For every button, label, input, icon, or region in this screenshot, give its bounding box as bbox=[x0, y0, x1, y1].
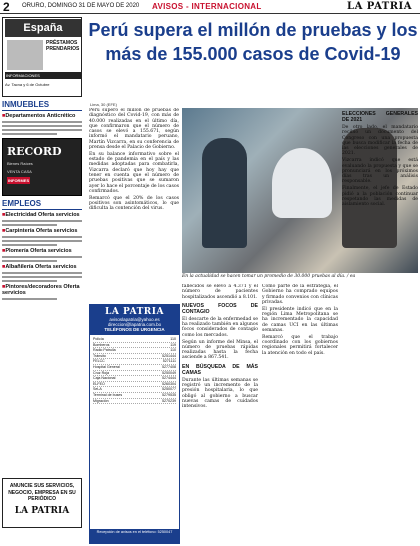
list-item: Migración 5270239 bbox=[93, 398, 176, 403]
article-column-2 bbox=[182, 284, 258, 540]
la-patria-box bbox=[89, 304, 180, 544]
category-pintores: ■ Pintores/decoradores Oferta servicios bbox=[2, 284, 82, 296]
record-title: RECORD bbox=[7, 145, 62, 158]
photo-figure-left bbox=[202, 138, 247, 248]
article-dateline: Lima, 30 (EFE) bbox=[90, 102, 117, 107]
text-line bbox=[2, 220, 82, 222]
la-patria-box-footer: Recepción de avisos en el teléfono: 5250047 bbox=[90, 529, 179, 543]
subheading: ELECCIONES GENERALES DE 2021 bbox=[342, 111, 418, 123]
article-title: Perú supera el millón de pruebas y los más de 155.000 casos de Covid-19 bbox=[88, 20, 418, 64]
list-item: ELFEO 5260304 bbox=[93, 381, 176, 386]
text-line bbox=[2, 125, 82, 127]
list-item: Hospital General 5277408 bbox=[93, 364, 176, 369]
category-carpinteria: ■ Carpintería Oferta servicios bbox=[2, 228, 82, 234]
category-plomeria: ■ Plomería Oferta servicios bbox=[2, 248, 82, 254]
espana-ad bbox=[2, 17, 82, 97]
text-line bbox=[2, 121, 82, 123]
category-electricidad: ■ Electricidad Oferta servicios bbox=[2, 212, 82, 218]
text-line bbox=[2, 240, 82, 242]
text-line bbox=[2, 133, 57, 135]
text-line bbox=[2, 256, 82, 258]
record-ad bbox=[2, 138, 82, 196]
article-column-4 bbox=[342, 108, 418, 542]
anuncie-masthead: LA PATRIA bbox=[14, 505, 70, 516]
section-head-empleos: EMPLEOS bbox=[2, 199, 82, 210]
record-line1: Bienes Raíces bbox=[7, 161, 33, 166]
page-number: 2 bbox=[3, 0, 10, 14]
la-patria-box-header bbox=[90, 305, 179, 335]
paragraph: Remarcó que el 20% de los casos positivos son asintomáticos, lo que dificulta la contención del virus. bbox=[89, 195, 179, 212]
paragraph: Finalmente, el jefe de Estado pidió a la población continuar respetando las medidas de aislamiento social. bbox=[342, 186, 418, 208]
la-patria-email: avisoslapatria@yahoo.es bbox=[109, 317, 160, 322]
section-head-inmuebles: INMUEBLES bbox=[2, 100, 82, 111]
list-item: Bomberos 119 bbox=[93, 342, 176, 347]
issue-date: ORURO, DOMINGO 31 DE MAYO DE 2020 bbox=[22, 3, 140, 9]
list-item: Policía 110 bbox=[93, 337, 176, 341]
record-line3: INFORMES bbox=[8, 178, 30, 183]
paragraph: Vizcarra indicó que está evaluando la propuesta y que se pronunciará en los próximos días tras un análisis responsable. bbox=[342, 158, 418, 185]
text-line bbox=[2, 244, 57, 246]
list-item: Caja Nacional 5274444 bbox=[93, 376, 176, 381]
text-line bbox=[2, 298, 57, 300]
list-item: SeLA 5250077 bbox=[93, 387, 176, 392]
paragraph: fallecidos se elevó a 4.371 y el número de pacientes hospitalizados ascendió a 8.101. bbox=[182, 284, 258, 300]
paragraph: Perú superó el millón de pruebas de diagnóstico del Covid-19, con más de 40.000 realizadas en el último día, que confirmaron que el número de casos se elevó a 155.671, según informó el mandatario peruano, Martín Vizcarra, en su conferencia de prensa desde el Palacio de Gobierno. bbox=[89, 108, 179, 151]
article-column-3 bbox=[262, 284, 338, 540]
text-line bbox=[2, 272, 82, 274]
article-column-1 bbox=[89, 108, 179, 300]
text-line bbox=[2, 224, 57, 226]
espana-ad-line1: PRÉSTAMOS PRENDARIOS bbox=[46, 40, 80, 52]
paragraph: Durante las últimas semanas se registró un incremento de la presión hospitalaria, lo que obligó al gobierno a buscar nuevas camas de cuidados intensivos. bbox=[182, 377, 258, 410]
paragraph: El descarte de la enfermedad se ha realizado también en algunos focos considerados de contagio como los mercados. bbox=[182, 316, 258, 338]
list-item: Tránsito 5251444 bbox=[93, 353, 176, 358]
list-item: Terminal de buses 5279535 bbox=[93, 392, 176, 397]
paragraph: De otro lado, el mandatario recibió un documento del Congreso con una propuesta que busca modificar la fecha de las elecciones generales de 2021. bbox=[342, 125, 418, 157]
paragraph: Como parte de la estrategia, el Gobierno ha comprado equipos y firmado convenios con clínicas privadas. bbox=[262, 284, 338, 305]
text-line bbox=[2, 280, 57, 282]
la-patria-box-masthead: LA PATRIA bbox=[105, 307, 164, 317]
paragraph: Según un informe del Minsa, el número de pruebas rápidas realizadas hasta la fecha asciende a 867.541. bbox=[182, 339, 258, 361]
anuncie-text: ANUNCIE SUS SERVICIOS, NEGOCIO, EMPRESA EN SU PERIÓDICO bbox=[8, 483, 76, 502]
classifieds-column bbox=[0, 16, 84, 546]
paragraph: En su balance informativo sobre el estado de pandemia en el país y las medidas adoptadas para combatirla, Vizcarra declaró que hoy hay que tener en cuenta que el número de pruebas positivas que se sumaron ayer lo hace el porcentaje de los casos confirmados. bbox=[89, 151, 179, 194]
photo-figure-center bbox=[272, 148, 332, 218]
subheading: EN BÚSQUEDA DE MÁS CAMAS bbox=[182, 363, 258, 376]
emergency-list bbox=[90, 335, 179, 406]
text-line bbox=[2, 276, 82, 278]
category-departamentos: ■ Departamentos Anticrético bbox=[2, 113, 82, 119]
category-albanileria: ■ Albañilería Oferta servicios bbox=[2, 264, 82, 270]
section-label: AVISOS - INTERNACIONAL bbox=[152, 2, 262, 11]
list-item: Cruz Roja 5250049 bbox=[93, 370, 176, 375]
subheading: NUEVOS FOCOS DE CONTAGIO bbox=[182, 302, 258, 315]
masthead: LA PATRIA bbox=[347, 1, 412, 12]
list-item: FELCC 5271111 bbox=[93, 359, 176, 364]
photo-caption: En la actualidad se hacen tomar un promedio de 30.000 pruebas al día. / ea bbox=[182, 274, 356, 279]
text-line bbox=[2, 129, 82, 131]
page-header bbox=[0, 0, 420, 14]
anuncie-ad bbox=[2, 478, 82, 528]
record-line2: VENTA CASA bbox=[7, 169, 32, 174]
text-line bbox=[2, 236, 82, 238]
espana-logo: España bbox=[5, 19, 81, 37]
espana-ad-image bbox=[7, 40, 43, 70]
text-line bbox=[2, 260, 57, 262]
emergency-title: TELÉFONOS DE URGENCIA bbox=[104, 327, 165, 332]
la-patria-web: direccion@lapatria.com.bo bbox=[107, 322, 162, 327]
paragraph: Remarcó que el trabajo coordinado con los gobiernos regionales permitirá fortalecer la atención en todo el país. bbox=[262, 334, 338, 356]
list-item: Radio Patrulla 110 bbox=[93, 348, 176, 353]
paragraph: El presidente indicó que en la región Lima Metropolitana se ha incrementado la capacidad de camas UCI en las últimas semanas. bbox=[262, 306, 338, 333]
espana-ad-line3: Av. Tacna y 6 de Octubre bbox=[5, 82, 50, 87]
espana-ad-line2: INFORMACIONES bbox=[5, 72, 81, 79]
